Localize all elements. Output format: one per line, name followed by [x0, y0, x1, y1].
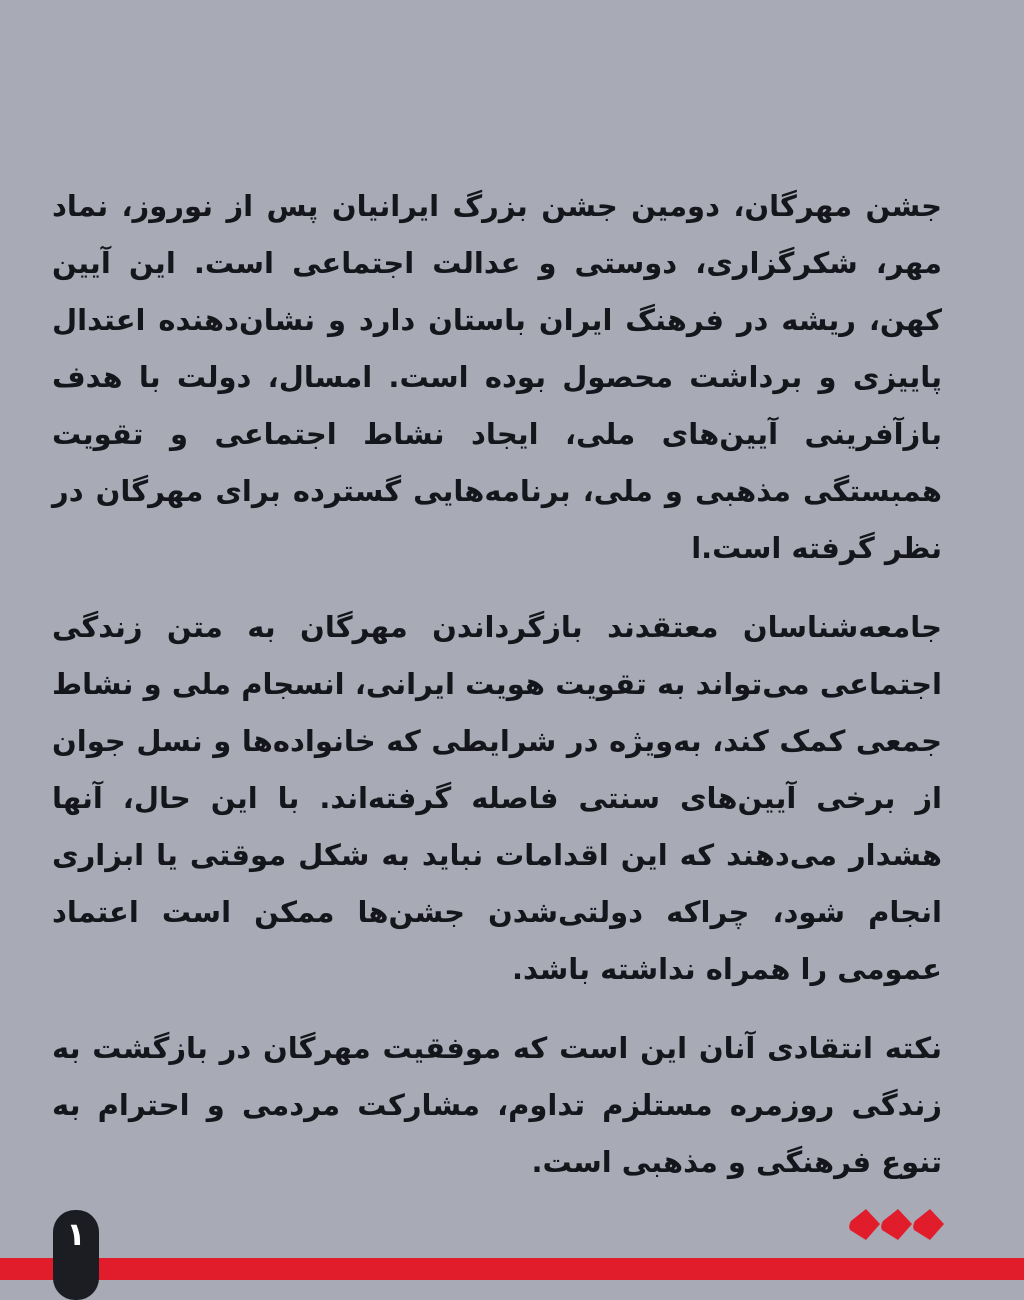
paragraph-2: جامعه‌شناسان معتقدند بازگرداندن مهرگان به متن زندگی اجتماعی می‌تواند به تقویت هویت ایرانی، انسجام ملی و نشاط جمعی کمک کند، به‌ویژه در شرایطی که خانواده‌ها و نسل جوان از برخی آیین‌های سنتی فاصله گرفته‌اند. با این حال، آنها هشدار می‌دهند که این اقدامات نباید به شکل موقتی یا ابزاری انجام شود، چراکه دولتی‌شدن جشن‌ها ممکن است اعتماد عمومی را همراه نداشته باشد. [52, 610, 942, 986]
paragraph-1: جشن مهرگان، دومین جشن بزرگ ایرانیان پس از نوروز، نماد مهر، شکرگزاری، دوستی و عدالت اجتماعی است. این آیین کهن، ریشه در فرهنگ ایران باستان دارد و نشان‌دهنده اعتدال پاییزی و برداشت محصول بوده است. امسال، دولت با هدف بازآفرینی آیین‌های ملی، ایجاد نشاط اجتماعی و تقویت همبستگی مذهبی و ملی، برنامه‌هایی گسترده برای مهرگان در نظر گرفته است.ا [52, 189, 942, 565]
article-body [52, 178, 942, 1213]
footer-accent-bar [0, 1258, 1024, 1280]
logo-diamond-1 [849, 1209, 880, 1240]
page-number: ۱ [66, 1215, 86, 1253]
logo-diamond-3 [913, 1209, 944, 1240]
logo-diamond-2 [881, 1209, 912, 1240]
page-number-badge [53, 1210, 99, 1300]
paragraph-3: نکته انتقادی آنان این است که موفقیت مهرگان در بازگشت به زندگی روزمره مستلزم تداوم، مشارکت مردمی و احترام به تنوع فرهنگی و مذهبی است. [52, 1031, 942, 1179]
brand-logo-icon [846, 1206, 946, 1244]
